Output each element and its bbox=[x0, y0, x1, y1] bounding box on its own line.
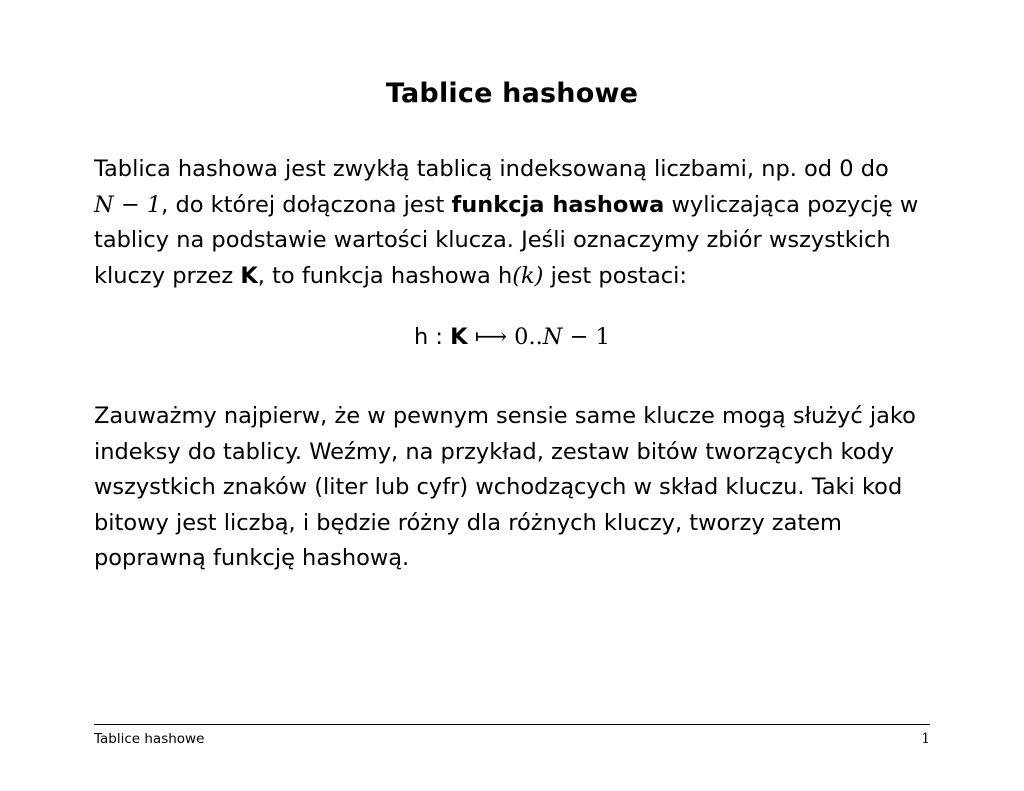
set-k-symbol: K bbox=[240, 262, 258, 289]
footer-title: Tablice hashowe bbox=[94, 731, 205, 747]
formula-range-end: − 1 bbox=[562, 324, 610, 350]
paragraph1-line-3: tablicy na podstawie wartości klucza. Jeśli oznaczymy zbiór wszystkich bbox=[94, 227, 891, 253]
paragraph2-line-4: bitowy jest liczbą, i będzie różny dla różnych kluczy, tworzy zatem bbox=[94, 509, 842, 536]
slide-title: Tablice hashowe bbox=[385, 78, 639, 109]
page-number: 1 bbox=[921, 731, 930, 747]
paragraph2-line-5: poprawną funkcję hashową. bbox=[94, 545, 410, 571]
paragraph1-line-4-text-b: , to funkcja hashowa h bbox=[257, 262, 513, 289]
formula-set-k: K bbox=[450, 324, 468, 350]
paragraph1-line-4-text-a: kluczy przez bbox=[94, 262, 241, 289]
paragraph1-line-1: Tablica hashowa jest zwykłą tablicą indeksowaną liczbami, np. od 0 do bbox=[94, 156, 889, 182]
footer-divider bbox=[94, 724, 930, 725]
paragraph-definition bbox=[94, 152, 934, 294]
term-funkcja-hashowa: funkcja hashowa bbox=[451, 191, 665, 218]
paragraph2-line-1: Zauważmy najpierw, że w pewnym sensie same klucze mogą służyć jako bbox=[94, 403, 916, 429]
formula-maps-to-arrow: ⟼ bbox=[467, 324, 515, 350]
paragraph-remark bbox=[94, 399, 934, 577]
paragraph1-line-2-text-b: wyliczająca pozycję w bbox=[664, 191, 919, 218]
paragraph1-line-4-text-c: jest postaci: bbox=[543, 262, 687, 289]
math-k-argument: (k) bbox=[512, 262, 544, 289]
paragraph2-line-2: indeksy do tablicy. Weźmy, na przykład, zestaw bitów tworzących kody bbox=[94, 438, 895, 465]
paragraph2-line-3: wszystkich znaków (liter lub cyfr) wchodzących w skład kluczu. Taki kod bbox=[94, 474, 903, 500]
formula-range-n: N bbox=[542, 324, 563, 350]
paragraph1-line-4 bbox=[94, 259, 934, 295]
math-n-minus-1: N − 1 bbox=[94, 191, 162, 218]
formula-lhs: h : bbox=[414, 324, 451, 350]
paragraph1-line-2-text-a: , do której dołączona jest bbox=[161, 191, 452, 218]
formula-range-start: 0.. bbox=[514, 324, 543, 350]
hash-function-formula bbox=[0, 320, 1024, 355]
paragraph1-line-2 bbox=[94, 188, 934, 224]
